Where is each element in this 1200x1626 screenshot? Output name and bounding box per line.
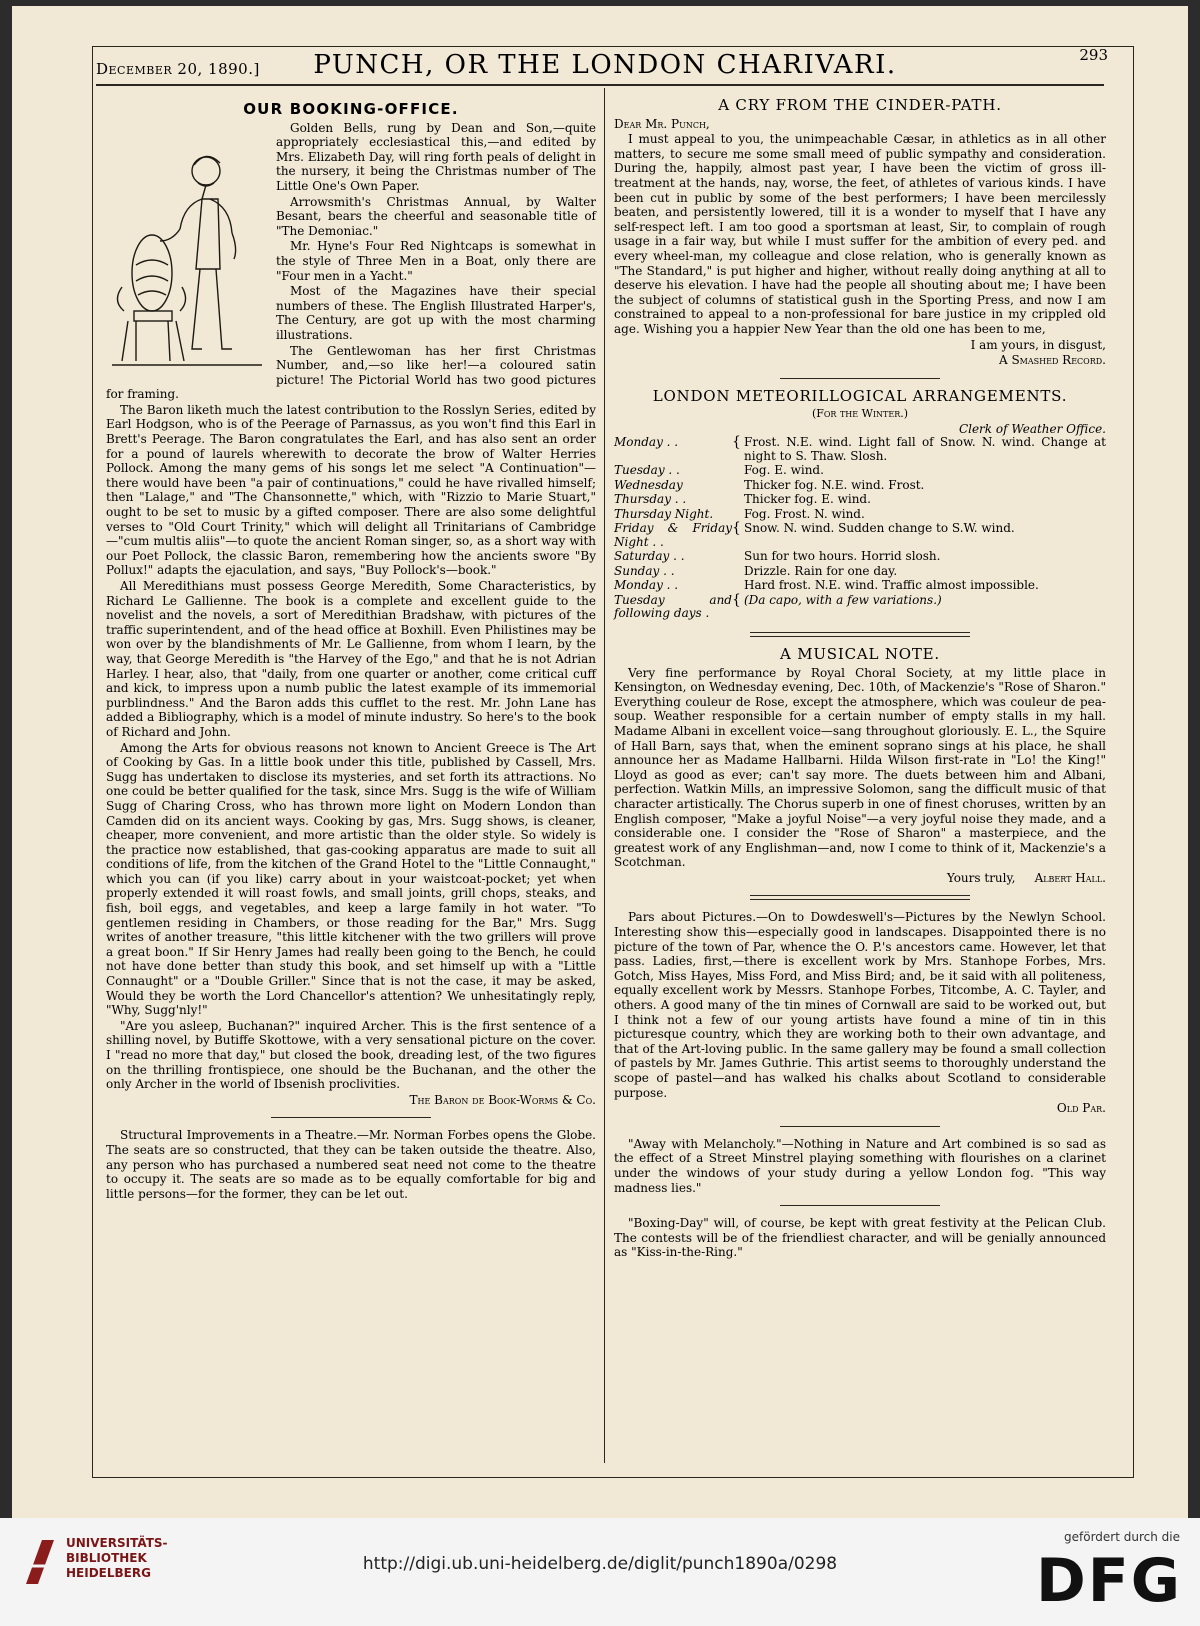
- musical-note-title: A MUSICAL NOTE.: [780, 644, 940, 663]
- cinder-closing: I am yours, in disgust,: [970, 337, 1106, 352]
- boxing-day-paragraph: "Boxing-Day" will, of course, be kept with great festivity at the Pelican Club. The contests will be of the friendliest character, and will be genially announced as "Kiss-in-the-Ring.": [614, 1216, 1106, 1260]
- weather-forecast: (Da capo, with a few variations.): [744, 592, 942, 607]
- section-divider: [750, 895, 970, 900]
- brace-icon: {: [732, 434, 741, 451]
- weather-forecast: Snow. N. wind. Sudden change to S.W. wind.: [744, 521, 1015, 536]
- weather-title: LONDON METEORILLOGICAL ARRANGEMENTS.: [652, 386, 1068, 405]
- table-row: [614, 550, 1106, 565]
- melancholy-paragraph: "Away with Melancholy."—Nothing in Nature and Art combined is so sad as the effect of a Street Minstrel playing something with flourishes on a clarinet under the windows of your study during a yellow London fog. "This way madness lies.": [614, 1136, 1106, 1195]
- masthead: [96, 46, 1114, 86]
- publication-title: PUNCH, OR THE LONDON CHARIVARI.: [313, 50, 897, 80]
- table-row: [614, 522, 1106, 550]
- weather-forecast: Fog. E. wind.: [744, 463, 824, 478]
- section-divider: [780, 378, 940, 379]
- weather-day: Monday . .: [614, 578, 679, 593]
- baron-cartoon-icon: [106, 125, 266, 371]
- cinder-path-title: A CRY FROM THE CINDER-PATH.: [718, 96, 1002, 114]
- weather-day: Saturday . .: [614, 549, 685, 564]
- section-divider: [271, 1117, 431, 1118]
- weather-day: Tuesday and following days .: [614, 592, 732, 621]
- masthead-rule: [96, 84, 1104, 86]
- booking-paragraph: "Are you asleep, Buchanan?" inquired Archer. This is the first sentence of a shilling novel, by Butiffe Skottowe, with a very sensational picture on the cover. I "read no more that day," but closed the book, dreading lest, of the two figures on the thrilling frontispiece, one should be the Buchanan, and the other the only Archer in the world of Ibsenish proclivities.: [106, 1018, 596, 1092]
- booking-paragraph: Among the Arts for obvious reasons not known to Ancient Greece is The Art of Cooking by Gas. In a little book under this title, published by Cassell, Mrs. Sugg has undertaken to disclose its mysteries, and set forth its attractions. No one could be better qualified for the task, since Mrs. Sugg is the wife of William Sugg of Charing Cross, who has thrown more light on Modern London than Camden did on its ancient ways. Cooking by gas, Mrs. Sugg shows, is cleaner, cheaper, more convenient, and more artistic than the older style. So widely is the practice now established, that gas-cooking apparatus are made to suit all conditions of life, from the kitchen of the Grand Hotel to the "Little Connaught," which you can (if you like) carry about in your waistcoat-pocket; yet when properly extended it will roast fowls, and small joints, grill chops, steaks, and fish, boil eggs, and vegetables, and keep a large family in hot water. "To gentlemen residing in Chambers, or those reading for the Bar," Mrs. Sugg writes of another treasure, "this little kitchener with the two grillers will prove a great boon." If Sir Henry James had really been going to the Bench, he could not have done better than study this book, and set himself up with a "Little Connaught" or a "Double Griller." Since that is not the case, it may be asked, Would they be worth the Lord Chancellor's attention? We unhesitatingly reply, "Why, Sugg'nly!": [106, 740, 596, 1018]
- funded-by-label: gefördert durch die: [1064, 1530, 1180, 1544]
- cinder-body: I must appeal to you, the unimpeachable Cæsar, in athletics as in all other matters, to secure me some small meed of public sympathy and consideration. During the, happily, almost past year, I have been the victim of gross ill-treatment at the hands, nay, worse, the feet, of athletes of various kinds. I have been cut in public by some of the best performers; I have been mercilessly beaten, and persistently lowered, till it is a wonder to myself that I have any self-respect left. I am too good a sportsman at least, Sir, to complain of rough usage in a fair way, but while I must suffer for the ambition of every ped. and every wheel-man, my colleague and close relation, who is generally known as "The Standard," is put higher and higher, without really doing anything at all to deserve his elevation. I have had the people all shouting about me; I have been the subject of columns of statistical gush in the Sporting Press, and now I am constrained to appeal to a non-professional for bare justice in my crippled old age. Wishing you a happier New Year than the old one has been to me,: [614, 132, 1106, 336]
- weather-forecast: Thicker fog. N.E. wind. Frost.: [744, 477, 925, 492]
- booking-paragraph: Arrowsmith's Christmas Annual, by Walter Besant, bears the cheerful and seasonable title of "The Demoniac.": [276, 194, 596, 238]
- right-column: [614, 92, 1106, 1261]
- source-url[interactable]: http://digi.ub.uni-heidelberg.de/diglit/punch1890a/0298: [362, 1554, 838, 1574]
- table-row: [614, 594, 1106, 622]
- library-name-line: UNIVERSITÄTS-: [66, 1536, 168, 1550]
- section-divider: [780, 1126, 940, 1127]
- weather-forecast: Sun for two hours. Horrid slosh.: [744, 549, 941, 564]
- cartoon-illustration: [106, 125, 266, 371]
- booking-paragraph: The Gentlewoman has her first Christmas Number, and,—so like her!—a coloured satin picture! The Pictorial World has two good pictures for framing.: [106, 343, 596, 402]
- library-name-line: HEIDELBERG: [66, 1566, 151, 1580]
- weather-day: Wednesday: [614, 477, 683, 492]
- cinder-salutation: Dear Mr. Punch,: [614, 116, 710, 131]
- booking-paragraph: All Meredithians must possess George Meredith, Some Characteristics, by Richard Le Gallienne. The book is a complete and excellent guide to the novelist and the novels, a sort of Meredithian Bradshaw, with pictures of the traffic superintendent, and of the head office at Boxhill. Even Philistines may be won over by the blandishments of Mr. Le Gallienne, from whom I learn, by the way, that George Meredith is "the Harvey of the Ego," and that he is not Adrian Harley. I hear, also, that "daily, from one quarter or another, come critical cuff and kick, to impress upon a numb public the latest example of its immemorial purblindness." And the Baron adds this cufflet to the rest. Mr. John Lane has added a Bibliography, which is a model of minute industry. So here's to the book of Richard and John.: [106, 579, 596, 739]
- booking-paragraph: Mr. Hyne's Four Red Nightcaps is somewhat in the style of Three Men in a Boat, only there are "Four men in a Yacht.": [276, 239, 596, 283]
- weather-day: Sunday . .: [614, 563, 675, 578]
- weather-forecast: Hard frost. N.E. wind. Traffic almost impossible.: [744, 578, 1039, 593]
- musical-signature: Albert Hall.: [1034, 870, 1106, 885]
- musical-body: Very fine performance by Royal Choral Society, at my little place in Kensington, on Wednesday evening, Dec. 10th, of Mackenzie's "Rose of Sharon." Everything couleur de Rose, except the atmosphere, which was couleur de pea-soup. Weather responsible for a certain number of empty stalls in my hall. Madame Albani in excellent voice—sang throughout gloriously. E. L., the Squire of Hall Barn, says that, when the eminent soprano sings at his place, he shall announce her as Madame Hallbarni. Hilda Wilson first-rate in "Lo! the King!" Lloyd as good as ever; can't say more. The duets between him and Albani, perfection. Watkin Mills, an impressive Solomon, sang the difficult music of that character artistically. The Chorus superb in one of finest choruses, written by an English composer, "Make a joyful Noise"—a very joyful noise they made, and a considerable one. I consider the "Rose of Sharon" a masterpiece, and the greatest work of any Englishman—and, now I come to think of it, Mackenzie's a Scotchman.: [614, 665, 1106, 870]
- weather-forecast: Frost. N.E. wind. Light fall of Snow. N. wind. Change at night to S. Thaw. Slosh.: [744, 435, 1106, 463]
- issue-date: December 20, 1890.]: [96, 60, 260, 78]
- pars-signature: Old Par.: [1056, 1101, 1106, 1116]
- musical-closing: [614, 871, 1106, 886]
- library-name-line: BIBLIOTHEK: [66, 1551, 147, 1565]
- table-row: [614, 565, 1106, 580]
- pars-paragraph: Pars about Pictures.—On to Dowdeswell's—Pictures by the Newlyn School. Interesting show this—especially good in landscapes. Disappointed there is no picture of the town of Par, whence the O. P.'s ancestors came. However, let that pass. Ladies, first,—there is excellent work by Mrs. Stanhope Forbes, Mrs. Gotch, Miss Hayes, Miss Ford, and Miss Bird; and, be it said with all politeness, equally excellent work by Messrs. Stanhope Forbes, Titcombe, A. C. Tayler, and others. A good many of the tin mines of Cornwall are said to be worked out, but I think not a few of our young artists have found a mine of tin in this picturesque country, which they are working both to their own advantage, and that of the Art-loving public. In the same gallery may be found a small collection of pastels by Mr. James Guthrie. This artist seems to thoroughly understand the scope of pastel—and has walked his chalks about Scotland to considerable purpose.: [614, 910, 1106, 1100]
- left-column: [106, 92, 596, 1202]
- table-row: [614, 464, 1106, 479]
- table-row: [614, 479, 1106, 494]
- section-divider: [750, 632, 970, 637]
- booking-office-title: OUR BOOKING-OFFICE.: [243, 100, 459, 118]
- section-divider: [780, 1205, 940, 1206]
- weather-day: Tuesday . .: [614, 463, 680, 478]
- booking-paragraph: Most of the Magazines have their special numbers of these. The English Illustrated Harper's, The Century, are got up with the most charming illustrations.: [276, 284, 596, 342]
- booking-paragraph: Golden Bells, rung by Dean and Son,—quite appropriately ecclesiastical this,—and edited by Mrs. Elizabeth Day, will ring forth peals of delight in the nursery, it being the Christmas number of The Little One's Own Paper.: [276, 120, 596, 193]
- table-row: [614, 436, 1106, 464]
- weather-day: Thursday . .: [614, 492, 687, 507]
- booking-paragraph: The Baron liketh much the latest contribution to the Rosslyn Series, edited by Earl Hodgson, who is of the Peerage of Parnassus, as you won't find this Earl in Brett's Peerage. The Baron congratulates the Earl, and has also sent an order for a pound of laurels wherewith to decorate the brow of Walter Herries Pollock. Among the many gems of his songs let me select "A Continuation"—there would have been "a pair of continuations," could he have rivalled himself; then "Lalage," and "The Chansonnette," which, with "Rizzio to Marie Stuart," ought to be set to music by a gifted composer. There are also some delightful verses to "Old Court Trinity," which will delight all Trinitarians of Cambridge—"cum multis aliis"—to quote the ancient Roman singer, so, as a short way with our Poet Pollock, the classic Baron, remembering how the ancients swore "By Pollux!" adapts the ejaculation, and says, "Buy Pollock's—book.": [106, 402, 596, 578]
- table-row: [614, 508, 1106, 523]
- weather-day: Thursday Night.: [614, 506, 714, 521]
- table-row: [614, 579, 1106, 594]
- musical-closing-text: Yours truly,: [946, 870, 1016, 885]
- booking-signature: The Baron de Book-Worms & Co.: [409, 1092, 596, 1107]
- page-number: 293: [1079, 46, 1108, 64]
- weather-day: Friday & Friday Night . .: [614, 521, 732, 549]
- theatre-paragraph: Structural Improvements in a Theatre.—Mr. Norman Forbes opens the Globe. The seats are so constructed, that they can be taken outside the theatre. Also, any person who has purchased a numbered seat need not come to the theatre to occupy it. The seats are so made as to be equally comfortable for big and little persons—for the former, they can be let out.: [106, 1128, 596, 1201]
- brace-icon: {: [732, 520, 741, 537]
- weather-forecast: Fog. Frost. N. wind.: [744, 506, 865, 521]
- weather-forecast: Drizzle. Rain for one day.: [744, 563, 898, 578]
- weather-subtitle: (For the Winter.): [811, 407, 909, 421]
- viewer-footer: [0, 1518, 1200, 1626]
- weather-forecast: Thicker fog. E. wind.: [744, 492, 871, 507]
- brace-icon: {: [732, 591, 741, 608]
- weather-office: Clerk of Weather Office.: [958, 421, 1106, 436]
- weather-table: [614, 436, 1106, 622]
- table-row: [614, 493, 1106, 508]
- dfg-logo: DFG: [1035, 1546, 1182, 1616]
- cinder-signature: A Smashed Record.: [998, 353, 1106, 368]
- column-rule: [604, 88, 605, 1463]
- weather-day: Monday . .: [614, 435, 679, 450]
